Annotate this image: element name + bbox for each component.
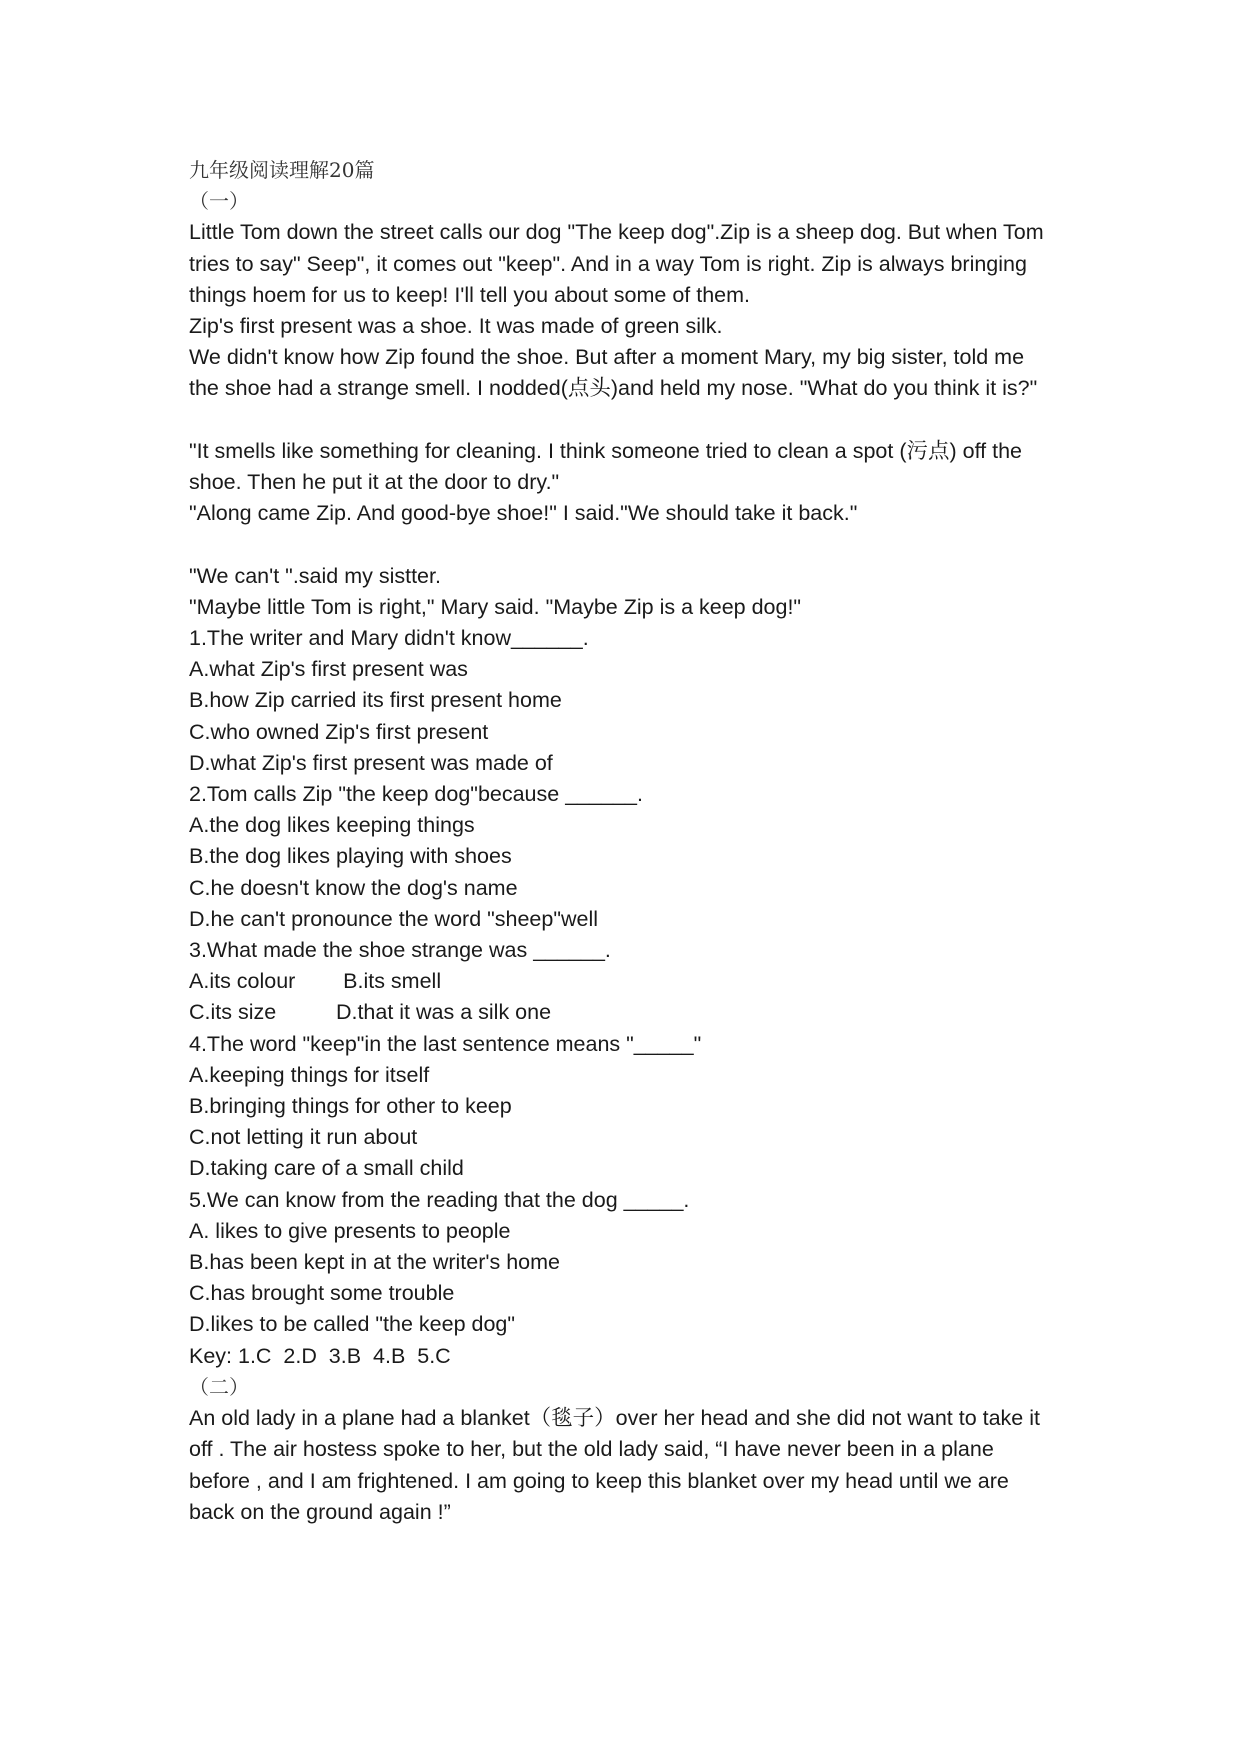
option-line: A.the dog likes keeping things <box>189 813 475 838</box>
option-line: B.how Zip carried its first present home <box>189 688 562 713</box>
option-line: C.who owned Zip's first present <box>189 719 489 744</box>
option-line: A.keeping things for itself <box>189 1062 430 1087</box>
option-line: C.he doesn't know the dog's name <box>189 875 518 900</box>
section-1-passage <box>189 217 1069 623</box>
question-1: 1.The writer and Mary didn't know______. <box>189 626 589 651</box>
section-2-marker: （二） <box>189 1374 249 1399</box>
passage-line: tries to say" Seep", it comes out "keep". And in a way Tom is right. Zip is always bringing <box>189 251 1027 276</box>
question-2: 2.Tom calls Zip "the keep dog"because ______. <box>189 782 643 807</box>
blank-line <box>189 529 1069 560</box>
document-title: 九年级阅读理解20篇 <box>189 158 375 182</box>
option-line: C.not letting it run about <box>189 1125 418 1150</box>
question-5: 5.We can know from the reading that the dog _____. <box>189 1187 690 1212</box>
passage-line: off . The air hostess spoke to her, but the old lady said, “I have never been in a plane <box>189 1437 994 1462</box>
option-line: A. likes to give presents to people <box>189 1218 511 1243</box>
passage-line: the shoe had a strange smell. I nodded(点头)and held my nose. "What do you think it is?" <box>189 376 1038 401</box>
question-4: 4.The word "keep"in the last sentence means "_____" <box>189 1031 702 1056</box>
section-2-passage <box>189 1403 1069 1528</box>
section-1-marker: （一） <box>189 189 249 214</box>
option-line: A.what Zip's first present was <box>189 657 468 682</box>
option-line: B.has been kept in at the writer's home <box>189 1250 561 1275</box>
passage-line: before , and I am frightened. I am going to keep this blanket over my head until we are <box>189 1468 1009 1493</box>
option-line: D.taking care of a small child <box>189 1156 464 1181</box>
passage-line: "Maybe little Tom is right," Mary said. "Maybe Zip is a keep dog!" <box>189 594 802 619</box>
passage-line: We didn't know how Zip found the shoe. But after a moment Mary, my big sister, told me <box>189 345 1025 370</box>
option-line: B.bringing things for other to keep <box>189 1094 512 1119</box>
passage-line: "It smells like something for cleaning. I think someone tried to clean a spot (污点) off the <box>189 438 1022 463</box>
passage-line: things hoem for us to keep! I'll tell you about some of them. <box>189 282 751 307</box>
section-1-questions <box>189 623 1069 1372</box>
option-line: C.has brought some trouble <box>189 1281 455 1306</box>
option-line: D.he can't pronounce the word "sheep"well <box>189 906 599 931</box>
passage-line: Little Tom down the street calls our dog "The keep dog".Zip is a sheep dog. But when Tom <box>189 220 1044 245</box>
answer-key: Key: 1.C 2.D 3.B 4.B 5.C <box>189 1343 451 1368</box>
blank-line <box>189 405 1069 436</box>
document-page <box>189 155 1069 1528</box>
passage-line: "We can't ".said my sistter. <box>189 563 441 588</box>
option-line: B.the dog likes playing with shoes <box>189 844 512 869</box>
question-3: 3.What made the shoe strange was ______. <box>189 938 611 963</box>
option-line: D.likes to be called "the keep dog" <box>189 1312 516 1337</box>
option-line: C.its size D.that it was a silk one <box>189 1000 552 1025</box>
passage-line: "Along came Zip. And good-bye shoe!" I said."We should take it back." <box>189 501 858 526</box>
passage-line: shoe. Then he put it at the door to dry." <box>189 470 560 495</box>
passage-line: An old lady in a plane had a blanket（毯子）over her head and she did not want to take it <box>189 1406 1040 1431</box>
passage-line: back on the ground again !” <box>189 1499 451 1524</box>
passage-line: Zip's first present was a shoe. It was made of green silk. <box>189 314 723 339</box>
option-line: D.what Zip's first present was made of <box>189 750 553 775</box>
option-line: A.its colour B.its smell <box>189 969 442 994</box>
